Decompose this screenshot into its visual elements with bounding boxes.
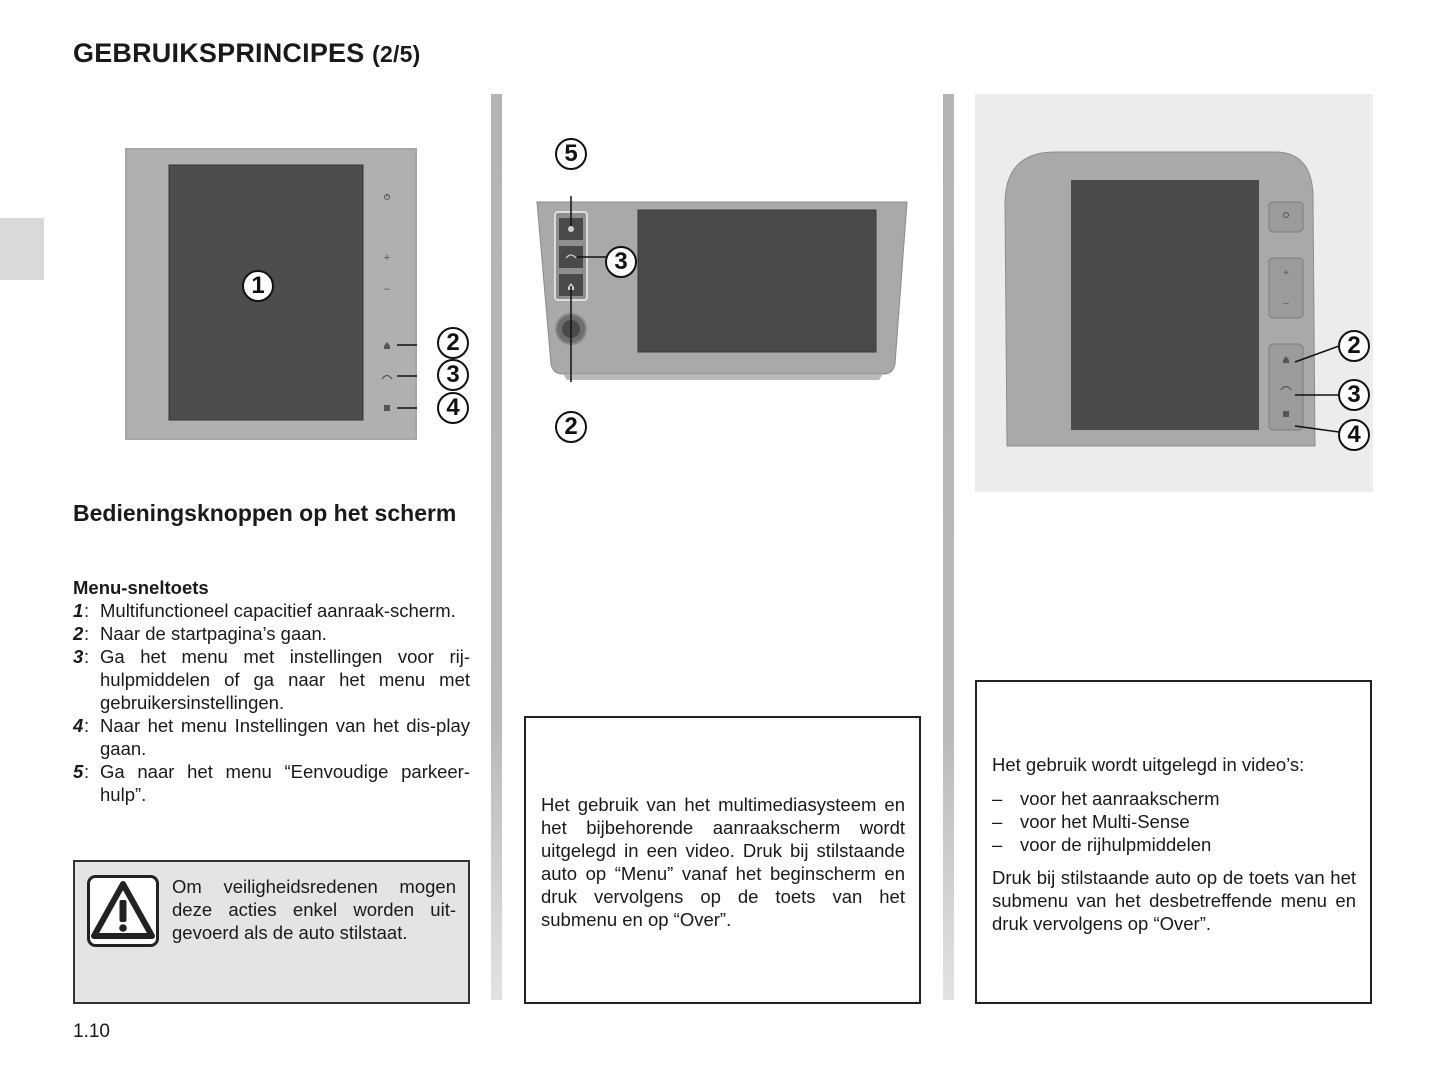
item-number: 1	[73, 600, 84, 621]
callout-2: 2	[1338, 330, 1370, 362]
callout-2: 2	[437, 327, 469, 359]
volume-up-icon: +	[1283, 268, 1289, 279]
item-text: Multifunctioneel capacitief aanraak-scherm.	[100, 600, 456, 621]
column-divider	[491, 94, 502, 1000]
list-item: 5 : Ga naar het menu “Eenvoudige parkeer-hulp”.	[73, 761, 470, 805]
page-title	[73, 38, 420, 69]
list-item: – voor de rijhulpmiddelen	[992, 834, 1212, 855]
info-box-videos	[975, 680, 1372, 1004]
list-item: 3 : Ga het menu met instellingen voor rij-hulpmiddelen of ga naar het menu met gebruikersinstellingen.	[73, 646, 470, 713]
callout-5: 5	[555, 138, 587, 170]
list-item: 2 : Naar de startpagina’s gaan.	[73, 623, 327, 644]
list-item: – voor het aanraakscherm	[992, 788, 1220, 809]
item-number: 4	[73, 715, 84, 736]
page-number: 1.10	[73, 1021, 110, 1042]
volume-down-icon: –	[383, 283, 391, 295]
figure-landscape-unit	[533, 196, 911, 382]
curved-screen-illustration	[975, 94, 1373, 492]
page-title-text: GEBRUIKSPRINCIPES	[73, 38, 365, 68]
column-divider	[943, 94, 954, 1000]
callout-3: 3	[1338, 379, 1370, 411]
list-item: 4 : Naar het menu Instellingen van het dis-play gaan.	[73, 715, 470, 759]
settings-icon	[1283, 411, 1289, 417]
item-text: Naar de startpagina’s gaan.	[100, 623, 327, 644]
settings-icon	[384, 405, 390, 411]
volume-down-icon: –	[1283, 298, 1289, 309]
section-heading: Bedieningsknoppen op het scherm	[73, 500, 457, 526]
shortcut-title: Menu-sneltoets	[73, 577, 209, 598]
item-number: 3	[73, 646, 84, 667]
info-intro: Het gebruik wordt uitgelegd in video’s:	[992, 754, 1305, 775]
callout-2: 2	[555, 411, 587, 443]
info-text: Het gebruik van het multimediasysteem en het bijbehorende aanraakscherm wordt uitgelegd in een video. Druk bij stilstaande auto op “Menu” vanaf het beginscherm en druk vervolgens op de toets van het submenu en op “Over”.	[541, 794, 905, 930]
info-outro: Druk bij stilstaande auto op de toets van het submenu van het desbetreffende menu en druk vervolgens op “Over”.	[992, 867, 1356, 934]
callout-4: 4	[1338, 419, 1370, 451]
warning-box	[73, 860, 470, 1004]
item-text: Naar het menu Instellingen van het dis-play gaan.	[100, 715, 470, 759]
list-item: – voor het Multi-Sense	[992, 811, 1190, 832]
item-number: 5	[73, 761, 84, 782]
item-text: Ga naar het menu “Eenvoudige parkeer-hulp”.	[100, 761, 470, 805]
shortcut-list	[73, 576, 470, 806]
list-item: 1 : Multifunctioneel capacitief aanraak-scherm.	[73, 600, 456, 621]
item-text: Ga het menu met instellingen voor rij-hulpmiddelen of ga naar het menu met gebruikersinstellingen.	[100, 646, 470, 713]
info-box-video	[524, 716, 921, 1004]
callout-1: 1	[242, 270, 274, 302]
callout-4: 4	[437, 392, 469, 424]
landscape-unit-illustration	[533, 196, 911, 382]
callout-3: 3	[605, 246, 637, 278]
volume-up-icon: +	[383, 252, 391, 264]
callout-3: 3	[437, 359, 469, 391]
warning-triangle-icon	[87, 875, 159, 947]
video-list	[992, 787, 1220, 856]
chapter-tab	[0, 218, 44, 280]
figure-curved-screen	[975, 94, 1373, 492]
page-title-suffix: (2/5)	[372, 41, 421, 67]
warning-text: Om veiligheidsredenen mogen deze acties enkel worden uit-gevoerd als de auto stilstaat.	[172, 876, 456, 943]
item-number: 2	[73, 623, 84, 644]
